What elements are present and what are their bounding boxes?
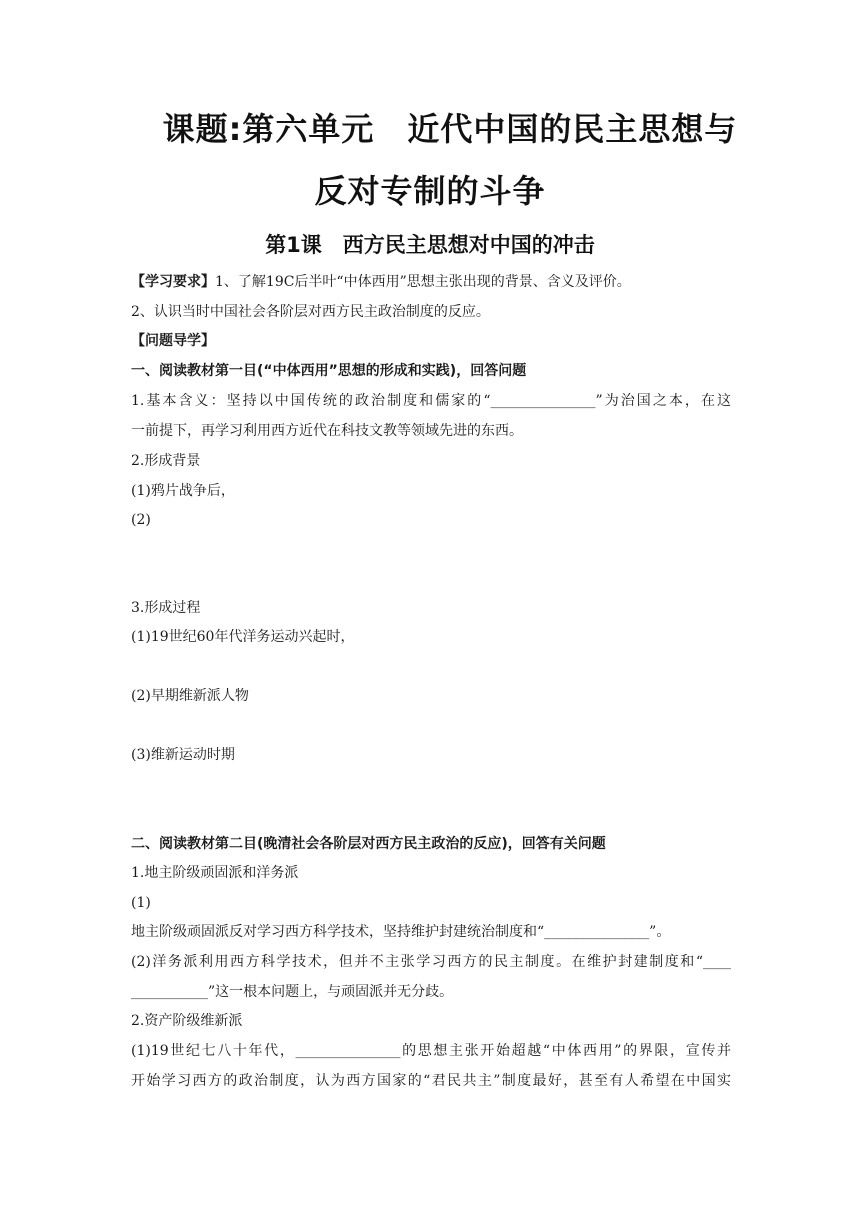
requirements-line-1 xyxy=(131,272,731,292)
title-line-2: 反对专制的斗争 xyxy=(314,172,546,210)
part2-q1-2-line1: (2)洋务派利用西方科学技术，但并不主张学习西方的民主制度。在维护封建制度和“____ xyxy=(131,954,731,970)
part1-q3-2: (2)早期维新派人物 xyxy=(131,688,249,704)
lesson-title: 第1课 西方民主思想对中国的冲击 xyxy=(265,233,595,257)
title-line-1: 课题:第六单元 近代中国的民主思想与 xyxy=(162,110,738,148)
part1-q3: 3.形成过程 xyxy=(131,600,201,616)
part1-q1-line2: 一前提下，再学习利用西方近代在科技文教等领域先进的东西。 xyxy=(131,423,523,439)
part2-q1-1-text: 地主阶级顽固派反对学习西方科学技术，坚持维护封建统治制度和“_______________”。 xyxy=(131,924,671,940)
requirement-item-1: 1、了解19C后半叶“中体西用”思想主张出现的背景、含义及评价。 xyxy=(215,274,631,290)
part2-q2-1-line1: (1)19世纪七八十年代，_______________的思想主张开始超越“中体西用”的界限，宣传并 xyxy=(131,1043,731,1059)
requirements-label: 【学习要求】 xyxy=(131,274,215,290)
part2-q1-1: (1) xyxy=(131,895,151,911)
requirement-item-2: 2、认识当时中国社会各阶层对西方民主政治制度的反应。 xyxy=(131,304,490,320)
part2-q1: 1.地主阶级顽固派和洋务派 xyxy=(131,865,299,881)
part1-q2: 2.形成背景 xyxy=(131,453,201,469)
part1-q2-2: (2) xyxy=(131,512,151,528)
part1-q3-1: (1)19世纪60年代洋务运动兴起时， xyxy=(131,629,355,645)
guide-label: 【问题导学】 xyxy=(131,333,215,349)
part2-q1-2-line2: ___________”这一根本问题上，与顽固派并无分歧。 xyxy=(131,984,454,1000)
part1-q2-1: (1)鸦片战争后， xyxy=(131,483,235,499)
part1-q3-3: (3)维新运动时期 xyxy=(131,747,235,763)
part2-q2-1-line2: 开始学习西方的政治制度，认为西方国家的“君民共主”制度最好，甚至有人希望在中国实 xyxy=(131,1073,731,1089)
part2-q2: 2.资产阶级维新派 xyxy=(131,1013,243,1029)
part1-q1-line1: 1.基本含义：坚持以中国传统的政治制度和儒家的“_______________”为治国之本，在这 xyxy=(131,393,731,409)
part2-heading: 二、阅读教材第二目(晚清社会各阶层对西方民主政治的反应)，回答有关问题 xyxy=(131,836,606,852)
part1-heading: 一、阅读教材第一目(“中体西用”思想的形成和实践)，回答问题 xyxy=(131,363,527,379)
